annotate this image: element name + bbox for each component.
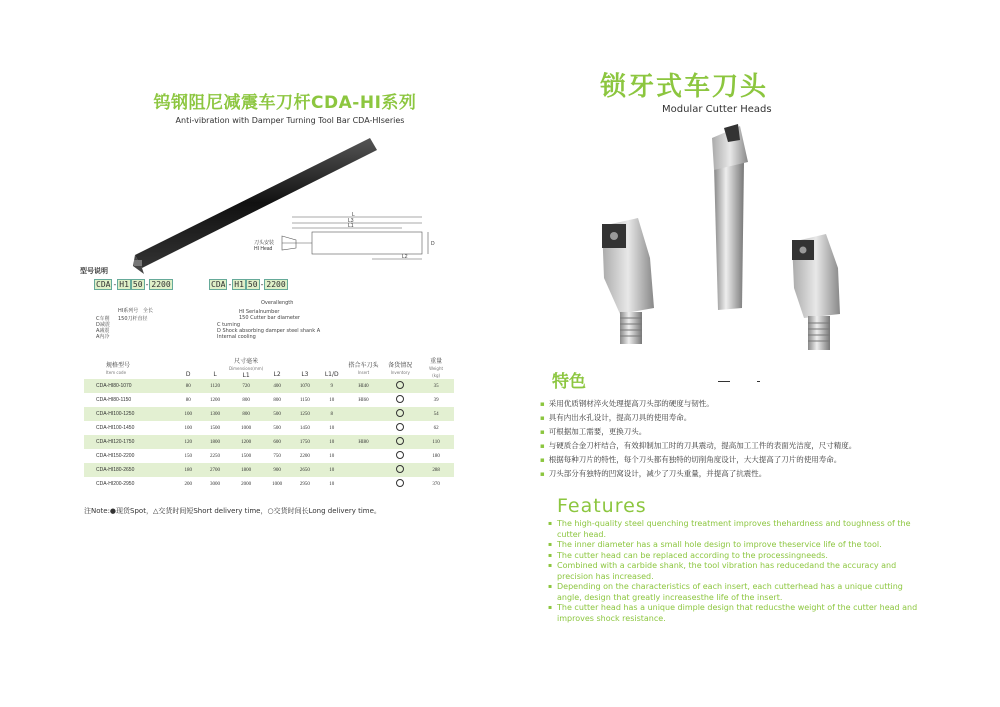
dim-label-L: L: [352, 212, 355, 218]
list-item: ▪ The cutter head can be replaced according to the processingneeds.: [548, 551, 928, 562]
features-heading-cn: 特色: [552, 372, 586, 392]
inventory-circle-icon: [396, 479, 404, 487]
table-row: CDA-HI120-1750 120 1800 1200 600 1750 10 HI80 110: [84, 435, 454, 449]
dim-label-L3: L3: [348, 218, 354, 224]
list-item: ▪ 可根据加工需要，更换刀头。: [540, 425, 856, 439]
th-D: D: [185, 371, 191, 378]
code1-note-6: A内冷: [96, 334, 110, 340]
code1-note-2: A减震: [96, 328, 110, 334]
code2-note-5: Internal cooling: [217, 334, 256, 340]
list-item: ▪ 与硬质合金刀杆结合，有效抑制加工时的刀具震动，提高加工工件的表面光洁度，尺寸精度。: [540, 439, 856, 453]
right-page-subtitle: Modular Cutter Heads: [662, 104, 772, 115]
features-heading-en: Features: [557, 495, 647, 517]
right-page-title: 锁牙式车刀头: [600, 72, 769, 102]
list-item: ▪ Combined with a carbide shank, the tool vibration has reducedand the accuracy and precision has increased.: [548, 561, 928, 582]
inventory-circle-icon: [396, 465, 404, 473]
list-item: ▪ 采用优质钢材淬火处理提高刀头部的硬度与韧性。: [540, 397, 856, 411]
list-item: ▪ Depending on the characteristics of each insert, each cutterhead has a unique cutting angle, design that greatly increasesthe life of the insert.: [548, 582, 928, 603]
tool-bar-dimension-drawing: [252, 212, 452, 272]
code1-note-3: HI系列号: [118, 308, 139, 314]
table-row: CDA-HI80-1070 80 1120 720 400 1070 9 HI40 35: [84, 379, 454, 393]
th-L: L: [213, 371, 217, 378]
divider: [718, 381, 730, 382]
th-weight: 重量 Weight (kg): [429, 358, 444, 378]
inventory-circle-icon: [396, 437, 404, 445]
code2-note-2: 150 Cutter bar diameter: [239, 315, 300, 321]
dim-label-D: D: [431, 241, 435, 247]
table-row: CDA-HI150-2200 150 2250 1500 750 2200 10 180: [96, 453, 440, 459]
dim-label-L1: L1: [348, 223, 354, 229]
list-item: ▪ 具有内出水孔设计，提高刀具的使用寿命。: [540, 411, 856, 425]
code2-note-0: Overallength: [261, 300, 294, 306]
list-item: ▪ The inner diameter has a small hole design to improve theservice life of the tool.: [548, 540, 928, 551]
code2-note-3: C turning: [217, 322, 241, 328]
modular-cutter-heads-image: [590, 118, 870, 358]
th-L2: L2: [273, 371, 281, 378]
table-row: CDA-HI100-1250 100 1300 800 500 1250 8 54: [84, 407, 454, 421]
head-label: HI Head: [254, 246, 273, 252]
inventory-note: 注Note:●现货Spot，△交货时间短Short delivery time，○交货时间长Long delivery time。: [84, 507, 381, 515]
inventory-circle-icon: [396, 451, 404, 459]
table-row: CDA-HI180-2650 180 2700 1800 900 2650 10 288: [84, 463, 454, 477]
inventory-circle-icon: [396, 395, 404, 403]
features-list-en: [548, 519, 928, 624]
insert-label: 刀头安装: [254, 240, 275, 246]
code1-note-1: D减震: [96, 322, 110, 328]
list-item: ▪ The high-quality steel quenching treatment improves thehardness and toughness of the cutter head.: [548, 519, 928, 540]
dim-label-L2: L2: [402, 254, 408, 260]
table-row: CDA-HI200-2950 200 3000 2000 1000 2950 10 370: [96, 481, 440, 487]
code2-note-1: HI Serialnumber: [239, 309, 280, 315]
th-insert: 搭合车刀头 Insert: [348, 361, 379, 375]
list-item: ▪ 刀头部分有独特的凹窝设计，减少了刀头重量，并提高了抗震性。: [540, 467, 856, 481]
spec-table: [84, 356, 454, 491]
th-L3: L3: [301, 371, 309, 378]
th-code: 规格型号 Item code: [106, 361, 131, 375]
left-page-subtitle: Anti-vibration with Damper Turning Tool Bar CDA-HIseries: [175, 116, 405, 125]
inventory-circle-icon: [396, 409, 404, 417]
inventory-circle-icon: [396, 423, 404, 431]
table-row: CDA-HI80-1150 80 1200 800 800 1150 10 HI60 39: [96, 397, 439, 403]
code1-note-0: C车削: [96, 316, 110, 322]
inventory-circle-icon: [396, 381, 404, 389]
list-item: ▪ 根据每种刀片的特性，每个刀头都有独特的切削角度设计，大大提高了刀片的使用寿命。: [540, 453, 856, 467]
features-list-cn: [540, 397, 856, 481]
code2-note-4: D Shock absorbing damper steel shank A: [217, 328, 321, 334]
code1-note-5: 全长: [143, 308, 154, 314]
code1-note-4: 150刀杆直径: [118, 316, 148, 322]
left-page-title: 钨钢阻尼减震车刀杆CDA-HI系列: [153, 93, 417, 113]
model-code-chinese: CDA - H1 50 - 2200: [96, 280, 171, 289]
divider-dot: [757, 381, 760, 382]
th-L1D: L1/D: [324, 371, 339, 378]
model-explanation-label: 型号说明: [80, 267, 108, 275]
table-row: CDA-HI100-1450 100 1500 1000 500 1450 10 62: [96, 425, 439, 431]
model-code-english: CDA - H1 50 - 2200: [211, 280, 286, 289]
th-inventory: 备货情况 Inventory: [388, 361, 413, 375]
list-item: ▪ The cutter head has a unique dimple design that reducsthe weight of the cutter head and improves shock resistance.: [548, 603, 928, 624]
th-L1: 尺寸毫米 Dimensions(mm) L1: [228, 358, 264, 379]
